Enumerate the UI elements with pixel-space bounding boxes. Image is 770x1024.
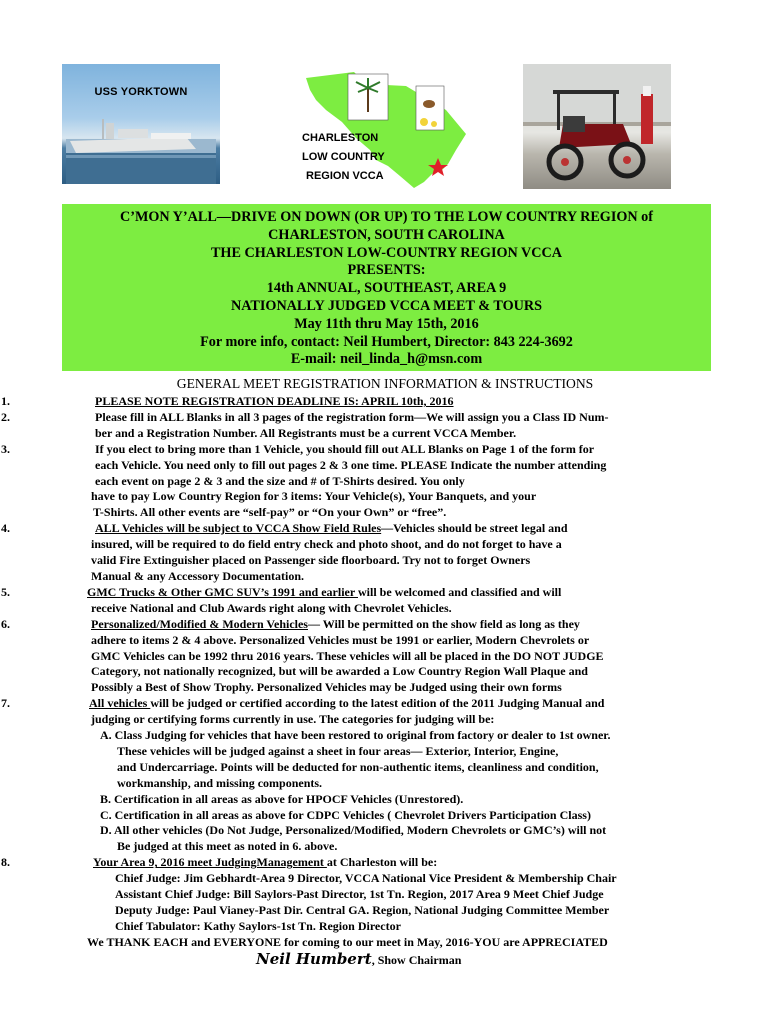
judge-line: Chief Judge: Jim Gebhardt-Area 9 Director, VCCA National Vice President & Membership Chair xyxy=(115,871,617,886)
deadline-text: PLEASE NOTE REGISTRATION DEADLINE IS: APRIL 10th, 2016 xyxy=(95,394,454,408)
category-d-line: Be judged at this meet as noted in 6. above. xyxy=(117,839,338,854)
map-label-line-2: LOW COUNTRY xyxy=(302,151,385,163)
map-label-line-3: REGION VCCA xyxy=(306,170,384,182)
category-c-line: C. Certification in all areas as above for CDPC Vehicles ( Chevrolet Drivers Participation Class) xyxy=(100,807,591,822)
item-text-line: GMC Vehicles can be 1992 thru 2016 years. These vehicles will all be placed in the DO NOT JUDGE xyxy=(91,648,604,663)
aircraft-carrier-illustration xyxy=(66,119,216,184)
item-text-line: each Vehicle. You need only to fill out pages 2 & 3 one time. PLEASE Indicate the number attending xyxy=(95,457,607,472)
list-item-3 xyxy=(1,441,711,458)
signature-title: , Show Chairman xyxy=(371,952,462,967)
item-text: —Vehicles should be street legal and xyxy=(381,521,568,536)
thank-you-line: We THANK EACH and EVERYONE for coming to our meet in May, 2016-YOU are APPRECIATED xyxy=(87,934,608,949)
judging-management-text: Your Area 9, 2016 meet JudgingManagement xyxy=(93,855,327,870)
item-text-line: ber and a Registration Number. All Registrants must be a current VCCA Member. xyxy=(95,425,517,440)
item-number: 5. xyxy=(1,584,10,599)
show-field-rules-text: ALL Vehicles will be subject to VCCA Show Field Rules xyxy=(95,521,382,536)
item-number: 4. xyxy=(1,521,10,536)
banner-line-dates: May 11th thru May 15th, 2016 xyxy=(294,315,479,332)
list-item-2 xyxy=(1,409,711,426)
item-text: at Charleston will be: xyxy=(326,855,438,870)
banner-line-organizer: THE CHARLESTON LOW-COUNTRY REGION VCCA xyxy=(210,244,563,261)
item-text-line: receive National and Club Awards right along with Chevrolet Vehicles. xyxy=(91,600,452,615)
item-text-line: adhere to items 2 & 4 above. Personalized Vehicles must be 1991 or earlier, Modern Chevrolets or xyxy=(91,632,590,647)
category-a-line: A. Class Judging for vehicles that have been restored to original from factory or dealer to 1st owner. xyxy=(100,728,611,743)
judge-line: Assistant Chief Judge: Bill Saylors-Past Director, 1st Tn. Region, 2017 Area 9 Meet Chief Judge xyxy=(115,887,604,902)
category-a-line: These vehicles will be judged against a sheet in four areas— Exterior, Interior, Engine, xyxy=(117,743,559,758)
banner-line-annual: 14th ANNUAL, SOUTHEAST, AREA 9 xyxy=(266,280,507,297)
banner-line-presents: PRESENTS: xyxy=(347,262,426,279)
section-title: GENERAL MEET REGISTRATION INFORMATION & INSTRUCTIONS xyxy=(176,376,594,391)
list-item-4 xyxy=(1,521,711,537)
item-number: 3. xyxy=(1,441,10,456)
item-text: will be welcomed and classified and will xyxy=(357,584,562,599)
item-number: 7. xyxy=(1,696,10,711)
item-number: 2. xyxy=(1,409,10,424)
item-text-line: have to pay Low Country Region for 3 items: Your Vehicle(s), Your Banquets, and your xyxy=(91,489,537,504)
antique-car-illustration xyxy=(523,64,671,189)
banner-line-location: CHARLESTON, SOUTH CAROLINA xyxy=(268,226,505,243)
item-text-line: Manual & any Accessory Documentation. xyxy=(91,568,304,583)
list-item-8 xyxy=(1,855,711,871)
item-text-line: judging or certifying forms currently in use. The categories for judging will be: xyxy=(91,712,495,727)
item-text: Please fill in ALL Blanks in all 3 pages of the registration form—We will assign you a Class ID Num- xyxy=(95,409,609,424)
item-number: 6. xyxy=(1,616,10,631)
uss-yorktown-label: USS YORKTOWN xyxy=(94,86,188,98)
banner-line-meet: NATIONALLY JUDGED VCCA MEET & TOURS xyxy=(230,297,542,314)
gmc-trucks-text: GMC Trucks & Other GMC SUV’s 1991 and earlier xyxy=(87,584,358,599)
item-text-line: each event on page 2 & 3 and the size and # of T-Shirts desired. You only xyxy=(95,473,465,488)
judge-line: Deputy Judge: Paul Vianey-Past Dir. Central GA. Region, National Judging Committee Member xyxy=(115,903,610,917)
item-text: If you elect to bring more than 1 Vehicle, you should fill out ALL Blanks on Page 1 of the form for xyxy=(95,441,595,456)
item-text: — Will be permitted on the show field as long as they xyxy=(307,616,580,631)
personalized-vehicles-text: Personalized/Modified & Modern Vehicles xyxy=(91,616,308,631)
item-text-line: T-Shirts. All other events are “self-pay” or “On your Own” or “free”. xyxy=(93,505,447,520)
item-text-line: Category, not nationally recognized, but will be awarded a Low Country Region Wall Plaque and xyxy=(91,664,588,679)
category-b-line: B. Certification in all areas as above for HPOCF Vehicles (Unrestored). xyxy=(100,791,464,806)
signature-line xyxy=(71,949,711,969)
list-item-7 xyxy=(1,696,711,712)
item-text: will be judged or certified according to the latest edition of the 2011 Judging Manual and xyxy=(150,696,605,711)
map-label-line-1: CHARLESTON xyxy=(302,132,379,144)
item-text-line: valid Fire Extinguisher placed on Passenger side floorboard. Try not to forget Owners xyxy=(91,553,531,568)
banner-line-invite: C’MON Y’ALL—DRIVE ON DOWN (OR UP) TO THE LOW COUNTRY REGION of xyxy=(119,209,653,225)
all-vehicles-text: All vehicles xyxy=(89,696,151,711)
item-number: 8. xyxy=(1,855,10,870)
item-text-line: Possibly a Best of Show Trophy. Personalized Vehicles may be Judged using their own forms xyxy=(91,680,562,695)
antique-car-photo xyxy=(523,64,671,189)
item-number: 1. xyxy=(1,394,10,408)
signature: Neil Humbert xyxy=(256,949,372,968)
list-item-5 xyxy=(1,584,711,601)
category-a-line: workmanship, and missing components. xyxy=(117,775,323,790)
list-item-6 xyxy=(1,616,711,633)
list-item-1 xyxy=(1,394,711,410)
banner-line-email: E-mail: neil_linda_h@msn.com xyxy=(290,351,483,368)
south-carolina-map-logo xyxy=(296,64,476,192)
uss-yorktown-photo xyxy=(62,64,220,184)
event-banner xyxy=(62,204,711,371)
judge-line: Chief Tabulator: Kathy Saylors-1st Tn. Region Director xyxy=(115,918,401,933)
category-a-line: and Undercarriage. Points will be deducted for non-authentic items, cleanliness and condition, xyxy=(117,759,599,774)
banner-line-contact: For more info, contact: Neil Humbert, Director: 843 224-3692 xyxy=(200,333,573,350)
instructions-list xyxy=(1,394,711,969)
item-text-line: insured, will be required to do field entry check and photo shoot, and do not forget to have a xyxy=(91,537,562,552)
category-d-line: D. All other vehicles (Do Not Judge, Personalized/Modified, Modern Chevrolets or GMC’s) will not xyxy=(100,823,607,838)
